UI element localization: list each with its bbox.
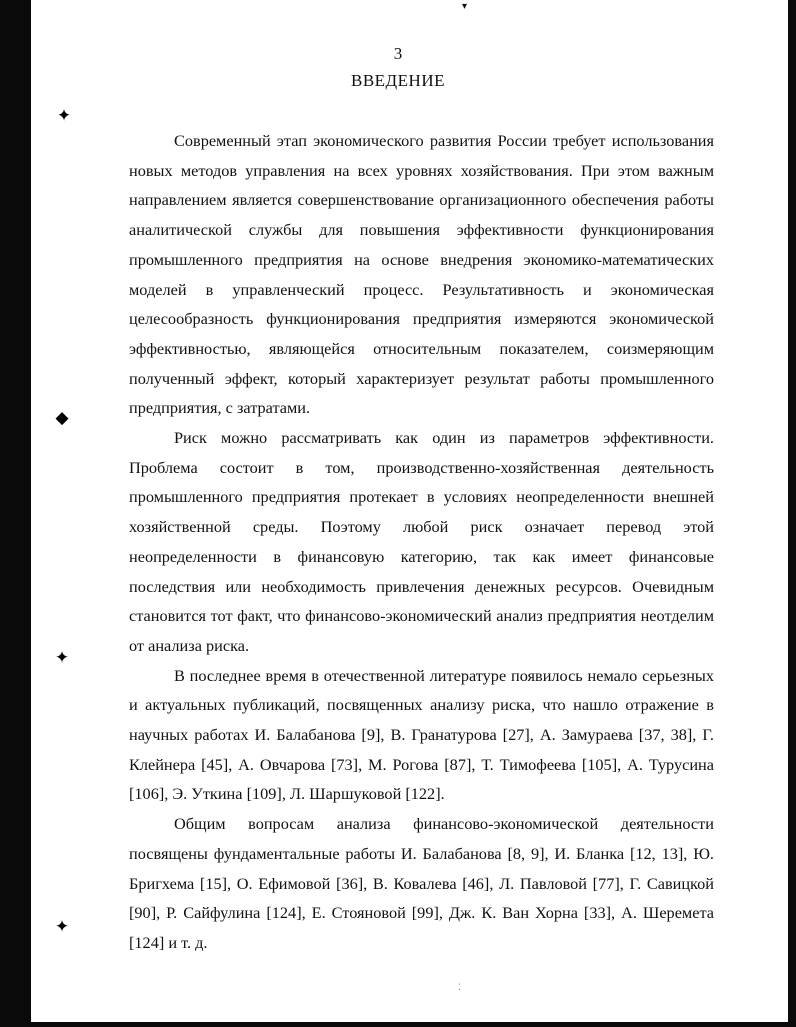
paragraph: Общим вопросам анализа финансово-экономической деятельности посвящены фундаментальные работы И. Балабанова [8, 9], И. Бланка [12, 13], Ю. Бригхема [15], О. Ефимовой [36], В. Ковалева [46], Л. Павловой [77], Г. Савицкой [90], Р. Сайфулина [124], Е. Стояновой [99], Дж. К. Ван Хорна [33], А. Шеремета [124] и т. д.: [129, 814, 714, 952]
paragraph: Риск можно рассматривать как один из параметров эффективности. Проблема состоит в том, производственно-хозяйственная деятельность промышленного предприятия протекает в условиях неопределенности внешней хозяйственной среды. Поэтому любой риск означает перевод этой неопределенности в финансовую категорию, так как имеет финансовые последствия или необходимость привлечения денежных ресурсов. Очевидным становится тот факт, что финансово-экономический анализ предприятия неотделим от анализа риска.: [129, 428, 714, 655]
paragraph: В последнее время в отечественной литературе появилось немало серьезных и актуальных публикаций, посвященных анализу риска, что нашло отражение в научных работах И. Балабанова [9], В. Гранатурова [27], А. Замураева [37, 38], Г. Клейнера [45], А. Овчарова [73], М. Рогова [87], Т. Тимофеева [105], А. Турусина [106], Э. Уткина [109], Л. Шаршуковой [122].: [129, 665, 714, 804]
scan-border-right: [788, 0, 796, 1027]
paragraph: Современный этап экономического развития России требует использования новых методов управления на всех уровнях хозяйствования. При этом важным направлением является совершенствование организационного обеспечения работы аналитической службы для повышения эффективности функционирования промышленного предприятия на основе внедрения экономико-математических моделей в управленческий процесс. Результативность и экономическая целесообразность функционирования предприятия измеряются экономической эффективностью, являющейся относительным показателем, соизмеряющим полученный эффект, который характеризует результат работы промышленного предприятия, с затратами.: [129, 131, 714, 418]
binder-hole-icon: ◆: [55, 408, 69, 427]
scan-border-left: [0, 0, 31, 1027]
binder-hole-icon: ✦: [54, 917, 70, 936]
scan-speck-top: ▾: [462, 1, 468, 12]
scan-border-bottom: [0, 1022, 796, 1027]
page-number: 3: [393, 44, 403, 63]
document-body: [129, 126, 714, 958]
scan-speck-bottom: ⁚: [458, 982, 461, 992]
binder-hole-icon: ✦: [56, 106, 72, 125]
page-title: ВВЕДЕНИЕ: [351, 71, 445, 90]
binder-hole-icon: ✦: [54, 648, 70, 667]
